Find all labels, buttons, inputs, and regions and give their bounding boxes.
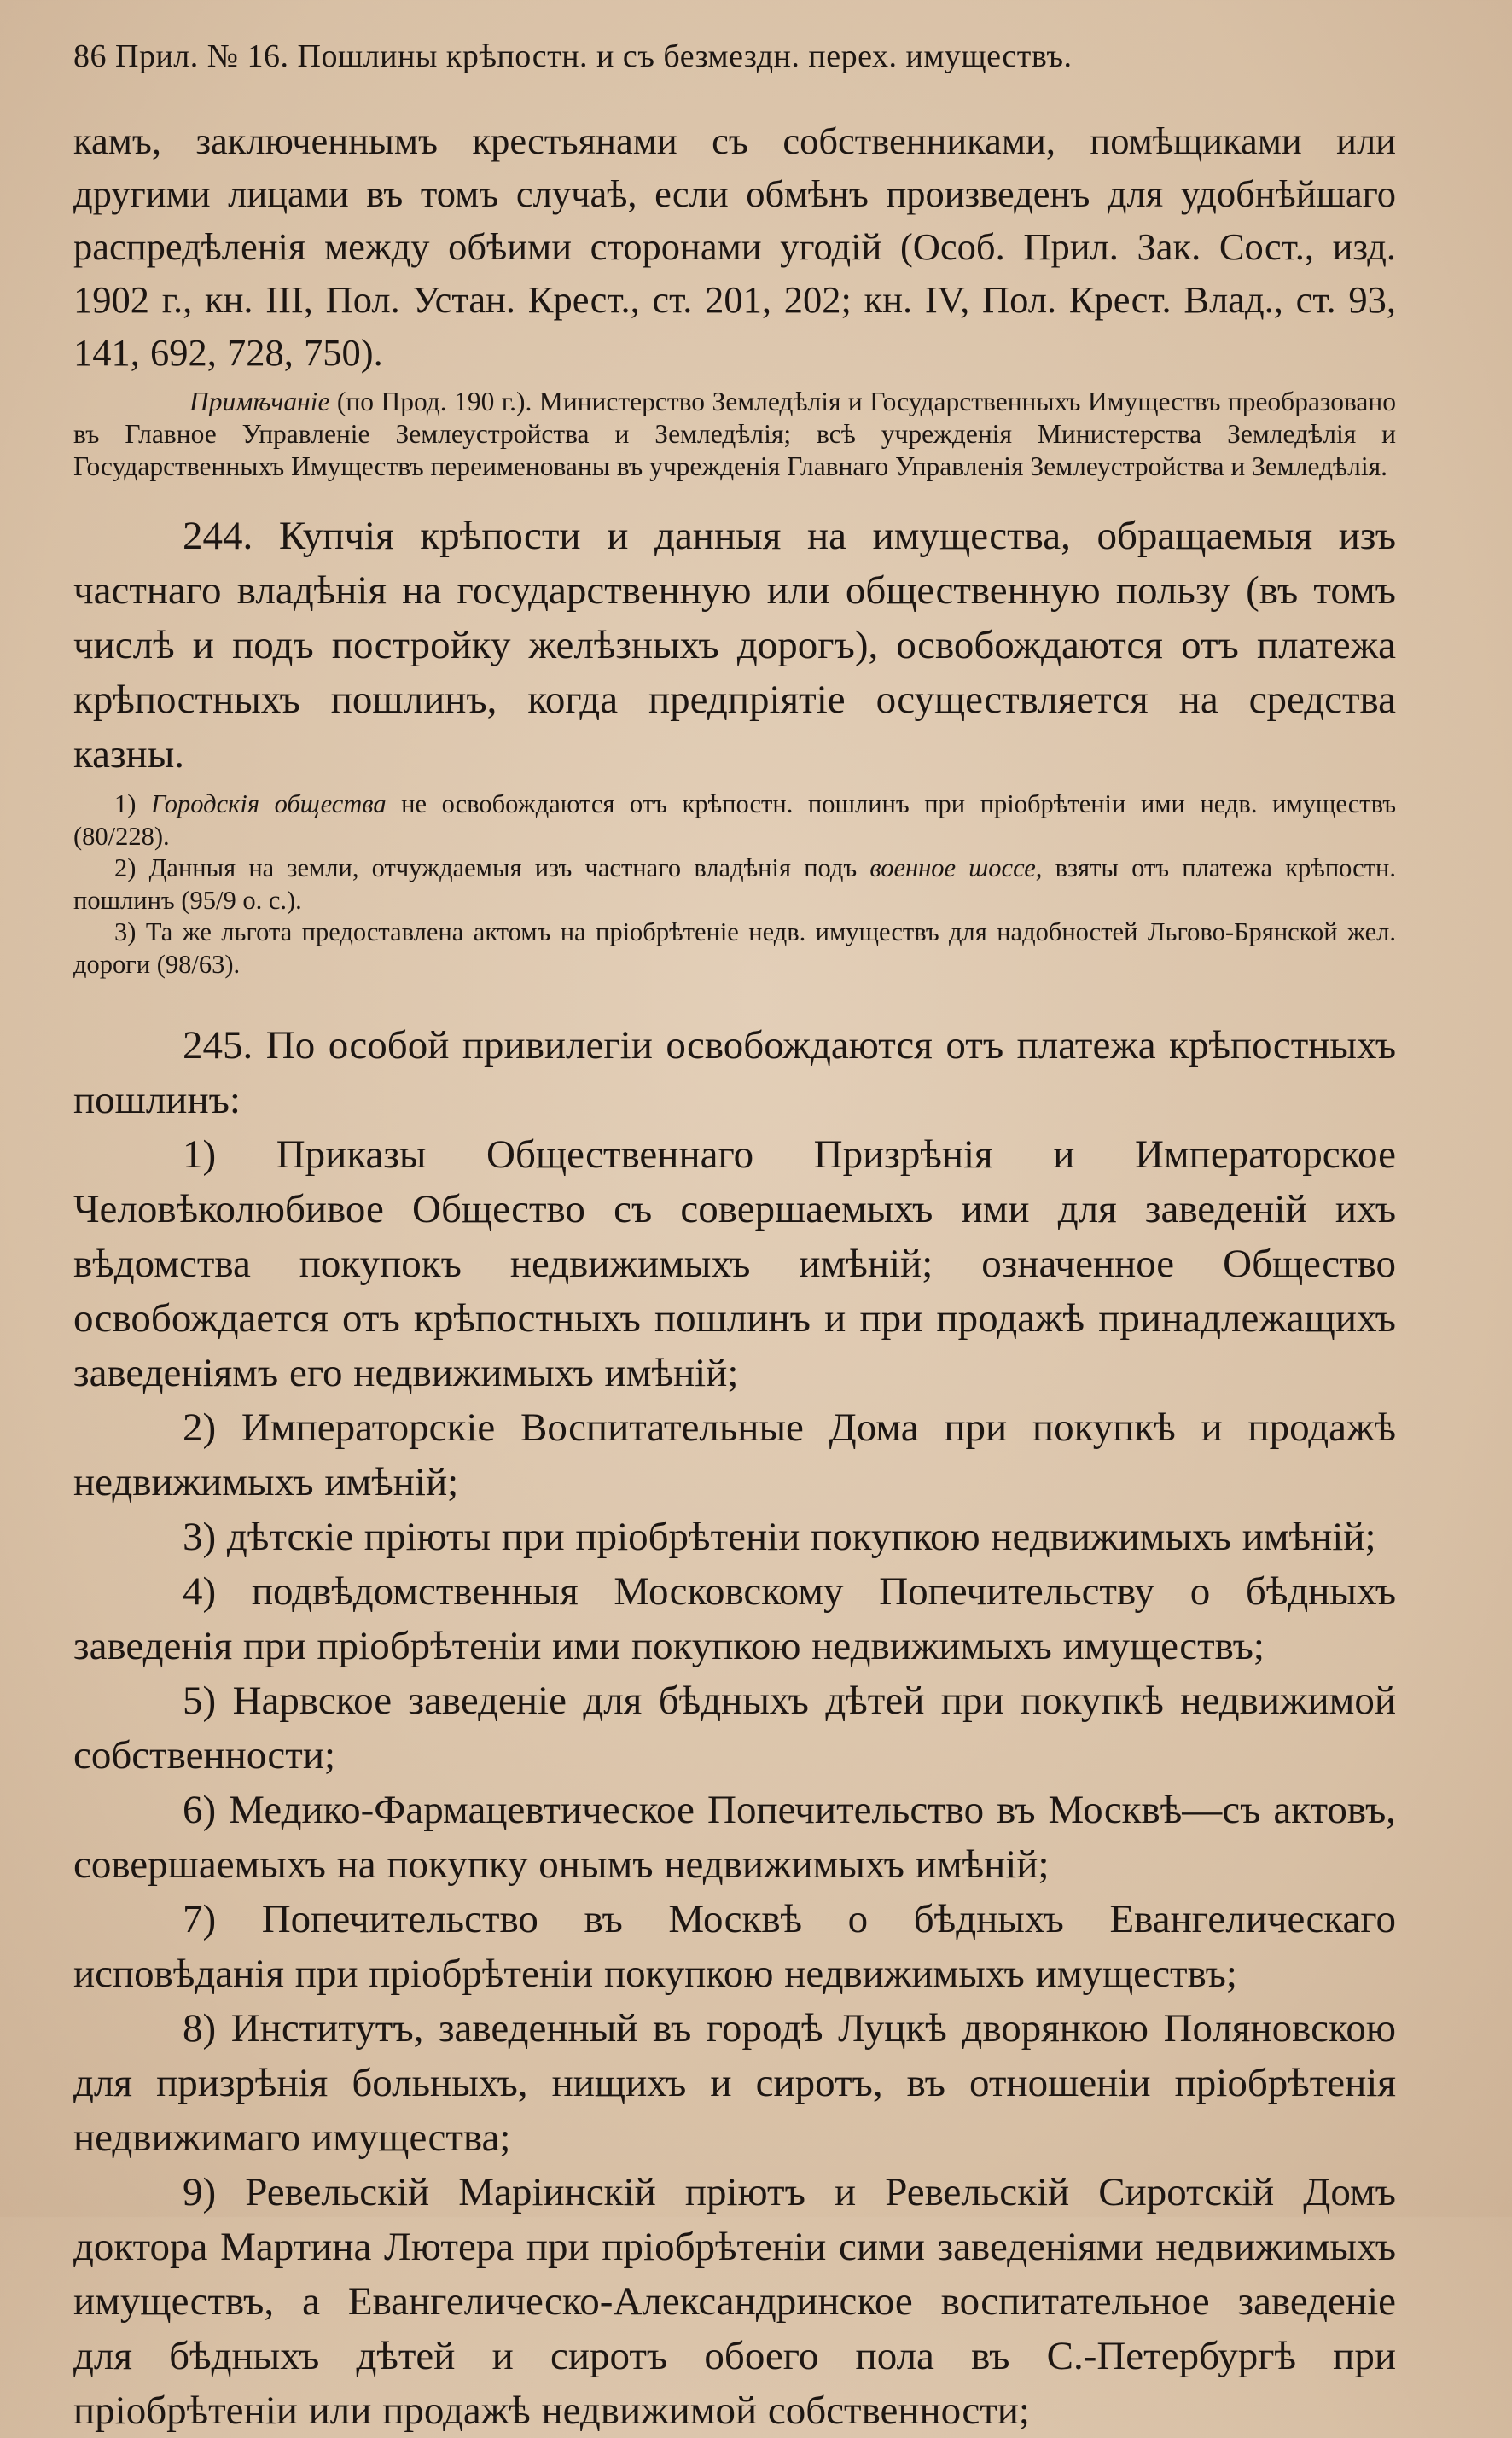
note-label: Примѣчаніе xyxy=(189,387,330,416)
footnote-1-number: 1) xyxy=(114,789,152,818)
footnote-2-text-a: Данныя на земли, отчуждаемыя изъ частнаго владѣнія подъ xyxy=(148,853,870,882)
footnote-1 xyxy=(73,788,1396,852)
continuation-paragraph: камъ, заключеннымъ крестьянами съ собственниками, помѣщиками или другими лицами въ томъ случаѣ, если обмѣнъ произведенъ для удобнѣйшаго распредѣленія между обѣими сторонами угодій (Особ. Прил. Зак. Сост., изд. 1902 г., кн. III, Пол. Устан. Крест., ст. 201, 202; кн. IV, Пол. Крест. Влад., ст. 93, 141, 692, 728, 750). xyxy=(73,119,1396,374)
note-paragraph xyxy=(73,386,1396,483)
article-245-number: 245. xyxy=(183,1023,253,1068)
footnote-1-text: не освобождаются отъ крѣпостн. пошлинъ при пріобрѣтеніи ими недв. имуществъ (80/228). xyxy=(73,789,1396,851)
footnote-3 xyxy=(73,916,1396,980)
list-item: 8) Институтъ, заведенный въ городѣ Луцкѣ дворянкою Поляновскою для призрѣнія больныхъ, нищихъ и сиротъ, въ отношеніи пріобрѣтенія недвижимаго имущества; xyxy=(73,2006,1396,2160)
article-245-list xyxy=(73,1127,1396,2438)
running-title: Прил. № 16. Пошлины крѣпостн. и съ безмездн. перех. имуществъ. xyxy=(115,38,1073,74)
article-245-intro-text: По особой привилегіи освобождаются отъ платежа крѣпостныхъ пошлинъ: xyxy=(73,1023,1396,1122)
article-245-intro xyxy=(73,1018,1396,1127)
footnote-2-text-b: взяты отъ платежа крѣпостн. пошлинъ (95/9 о. с.). xyxy=(73,853,1396,915)
footnote-3-number: 3) xyxy=(114,917,146,946)
running-header xyxy=(73,31,1396,82)
list-item: 1) Приказы Общественнаго Призрѣнія и Императорское Человѣколюбивое Общество съ совершаемыхъ ими для заведеній ихъ вѣдомства покупокъ недвижимыхъ имѣній; означенное Общество освобождается отъ крѣпостныхъ пошлинъ и при продажѣ принадлежащихъ заведеніямъ его недвижимыхъ имѣній; xyxy=(73,1132,1396,1395)
article-244-number: 244. xyxy=(183,514,253,558)
footnote-2 xyxy=(73,852,1396,916)
footnote-2-emphasis: военное шоссе, xyxy=(869,853,1043,882)
list-item: 4) подвѣдомственныя Московскому Попечительству о бѣдныхъ заведенія при пріобрѣтеніи ими покупкою недвижимыхъ имуществъ; xyxy=(73,1569,1396,1668)
list-item: 9) Ревельскій Маріинскій пріютъ и Ревельскій Сиротскій Домъ доктора Мартина Лютера при пріобрѣтеніи сими заведеніями недвижимыхъ имуществъ, а Евангелическо-Александринское воспитательное заведеніе для бѣдныхъ дѣтей и сиротъ обоего пола въ С.-Петербургѣ при пріобрѣтеніи или продажѣ недвижимой собственности; xyxy=(73,2170,1396,2433)
footnote-1-emphasis: Городскія общества xyxy=(151,789,387,818)
note-text: (по Прод. 190 г.). Министерство Земледѣлія и Государственныхъ Имуществъ преобразовано въ Главное Управленіе Землеустройства и Земледѣлія; всѣ учрежденія Министерства Земледѣлія и Государственныхъ Имуществъ переименованы въ учрежденія Главнаго Управленія Землеустройства и Земледѣлія. xyxy=(73,387,1396,481)
article-244-footnotes xyxy=(73,788,1396,980)
list-item: 5) Нарвское заведеніе для бѣдныхъ дѣтей при покупкѣ недвижимой собственности; xyxy=(73,1679,1396,1778)
footnote-3-text: Та же льгота предоставлена актомъ на пріобрѣтеніе недв. имуществъ для надобностей Льгово-Брянской жел. дороги (98/63). xyxy=(73,917,1396,979)
list-item: 3) дѣтскіе пріюты при пріобрѣтеніи покупкою недвижимыхъ имѣній; xyxy=(183,1515,1376,1559)
list-item: 7) Попечительство въ Москвѣ о бѣдныхъ Евангелическаго исповѣданія при пріобрѣтеніи покупкою недвижимыхъ имуществъ; xyxy=(73,1897,1396,1996)
list-item: 6) Медико-Фармацевтическое Попечительство въ Москвѣ—съ актовъ, совершаемыхъ на покупку онымъ недвижимыхъ имѣній; xyxy=(73,1788,1396,1887)
page-number: 86 xyxy=(73,38,107,74)
article-244 xyxy=(73,509,1396,782)
footnote-2-number: 2) xyxy=(114,853,149,882)
list-item: 2) Императорскіе Воспитательные Дома при покупкѣ и продажѣ недвижимыхъ имѣній; xyxy=(73,1405,1396,1504)
article-244-text: Купчія крѣпости и данныя на имущества, обращаемыя изъ частнаго владѣнія на государственную или общественную пользу (въ томъ числѣ и подъ постройку желѣзныхъ дорогъ), освобождаются отъ платежа крѣпостныхъ пошлинъ, когда предпріятіе осуществляется на средства казны. xyxy=(73,514,1396,777)
book-page xyxy=(73,31,1396,2438)
